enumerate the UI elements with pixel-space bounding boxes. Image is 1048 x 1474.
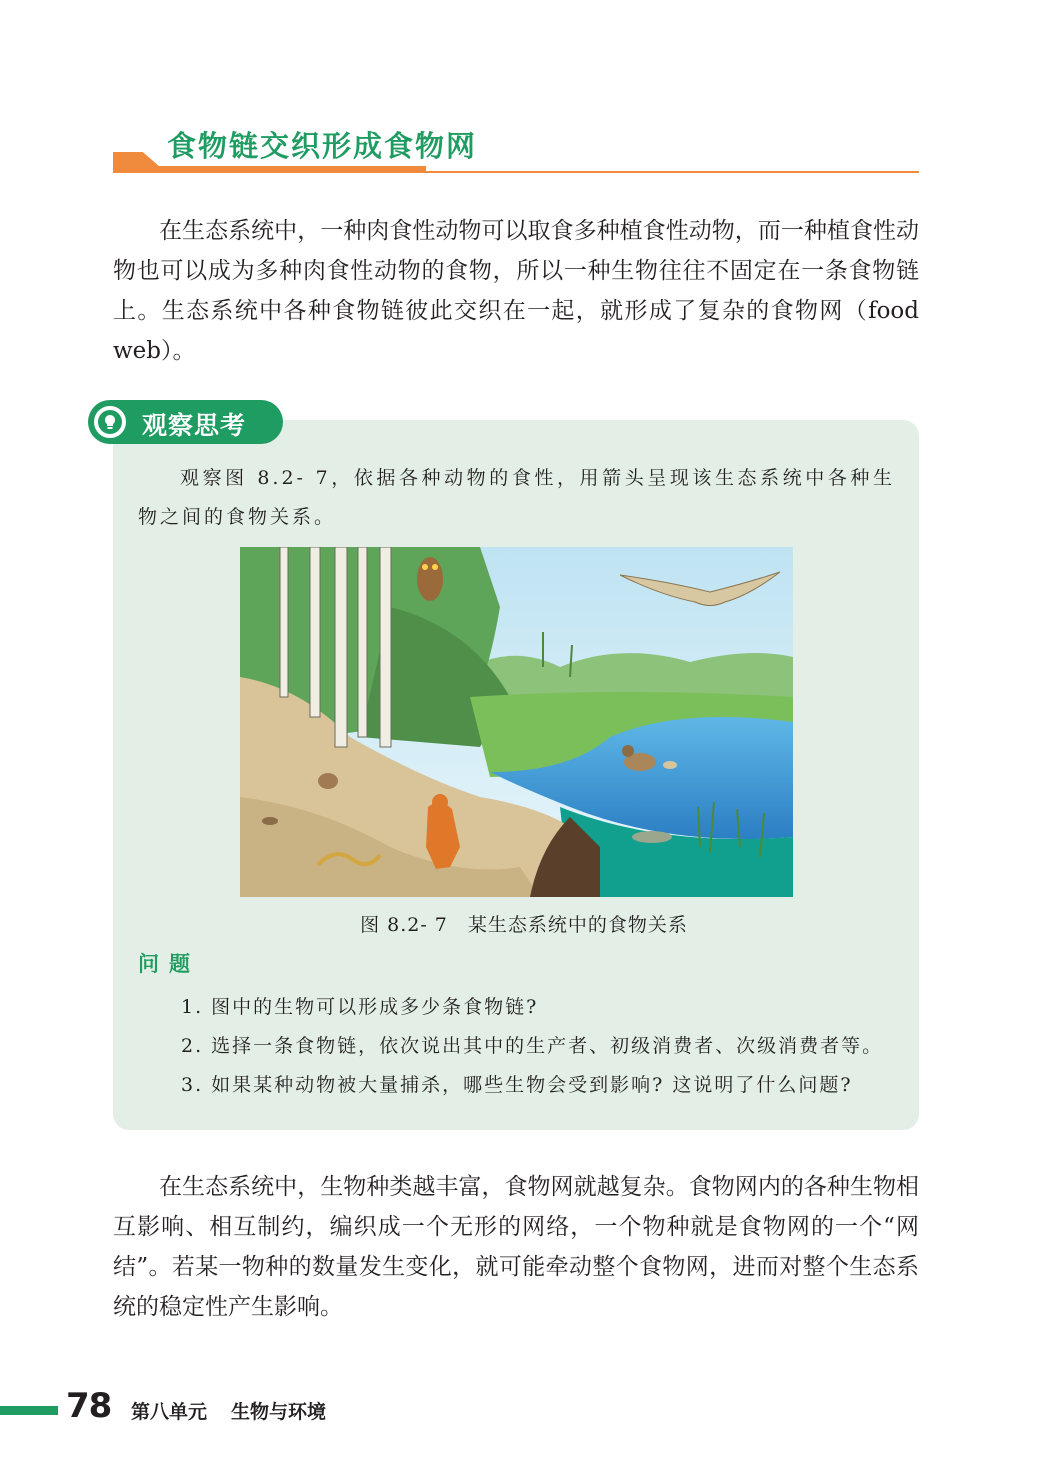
question-item: 1. 图中的生物可以形成多少条食物链? — [181, 996, 539, 1018]
footer-bar — [0, 1406, 58, 1415]
header-underline-thick — [113, 166, 426, 173]
ecosystem-illustration — [240, 547, 793, 897]
closing-paragraph: 在生态系统中，生物种类越丰富，食物网就越复杂。食物网内的各种生物相互影响、相互制约，编织成一个无形的网络，一个物种就是食物网的一个“网结”。若某一物种的数量发生变化，就可能牵动整个食物网，进而对整个生态系统的稳定性产生影响。 — [113, 1174, 919, 1320]
intro-paragraph: 在生态系统中，一种肉食性动物可以取食多种植食性动物，而一种植食性动物也可以成为多种肉食性动物的食物，所以一种生物往往不固定在一条食物链上。生态系统中各种食物链彼此交织在一起，就形成了复杂的食物网（food web）。 — [113, 218, 919, 364]
section-header — [113, 118, 919, 178]
questions-heading: 问题 — [138, 952, 200, 976]
header-underline-thin — [426, 171, 919, 173]
lightbulb-icon — [91, 403, 129, 441]
question-item: 2. 选择一条食物链，依次说出其中的生产者、初级消费者、次级消费者等。 — [181, 1035, 884, 1057]
footer-chapter-label: 生物与环境 — [231, 1401, 327, 1423]
page-number: 78 — [66, 1386, 112, 1426]
question-item: 3. 如果某种动物被大量捕杀，哪些生物会受到影响? 这说明了什么问题? — [181, 1074, 853, 1096]
observe-think-tab — [88, 400, 283, 444]
observe-instructions: 观察图 8.2- 7，依据各种动物的食性，用箭头呈现该生态系统中各种生物之间的食物关系。 — [138, 467, 895, 528]
section-title: 食物链交织形成食物网 — [167, 129, 478, 163]
figure-caption: 图 8.2- 7 某生态系统中的食物关系 — [360, 914, 688, 936]
observe-think-label: 观察思考 — [142, 411, 247, 440]
footer-unit-label: 第八单元 — [131, 1401, 208, 1423]
